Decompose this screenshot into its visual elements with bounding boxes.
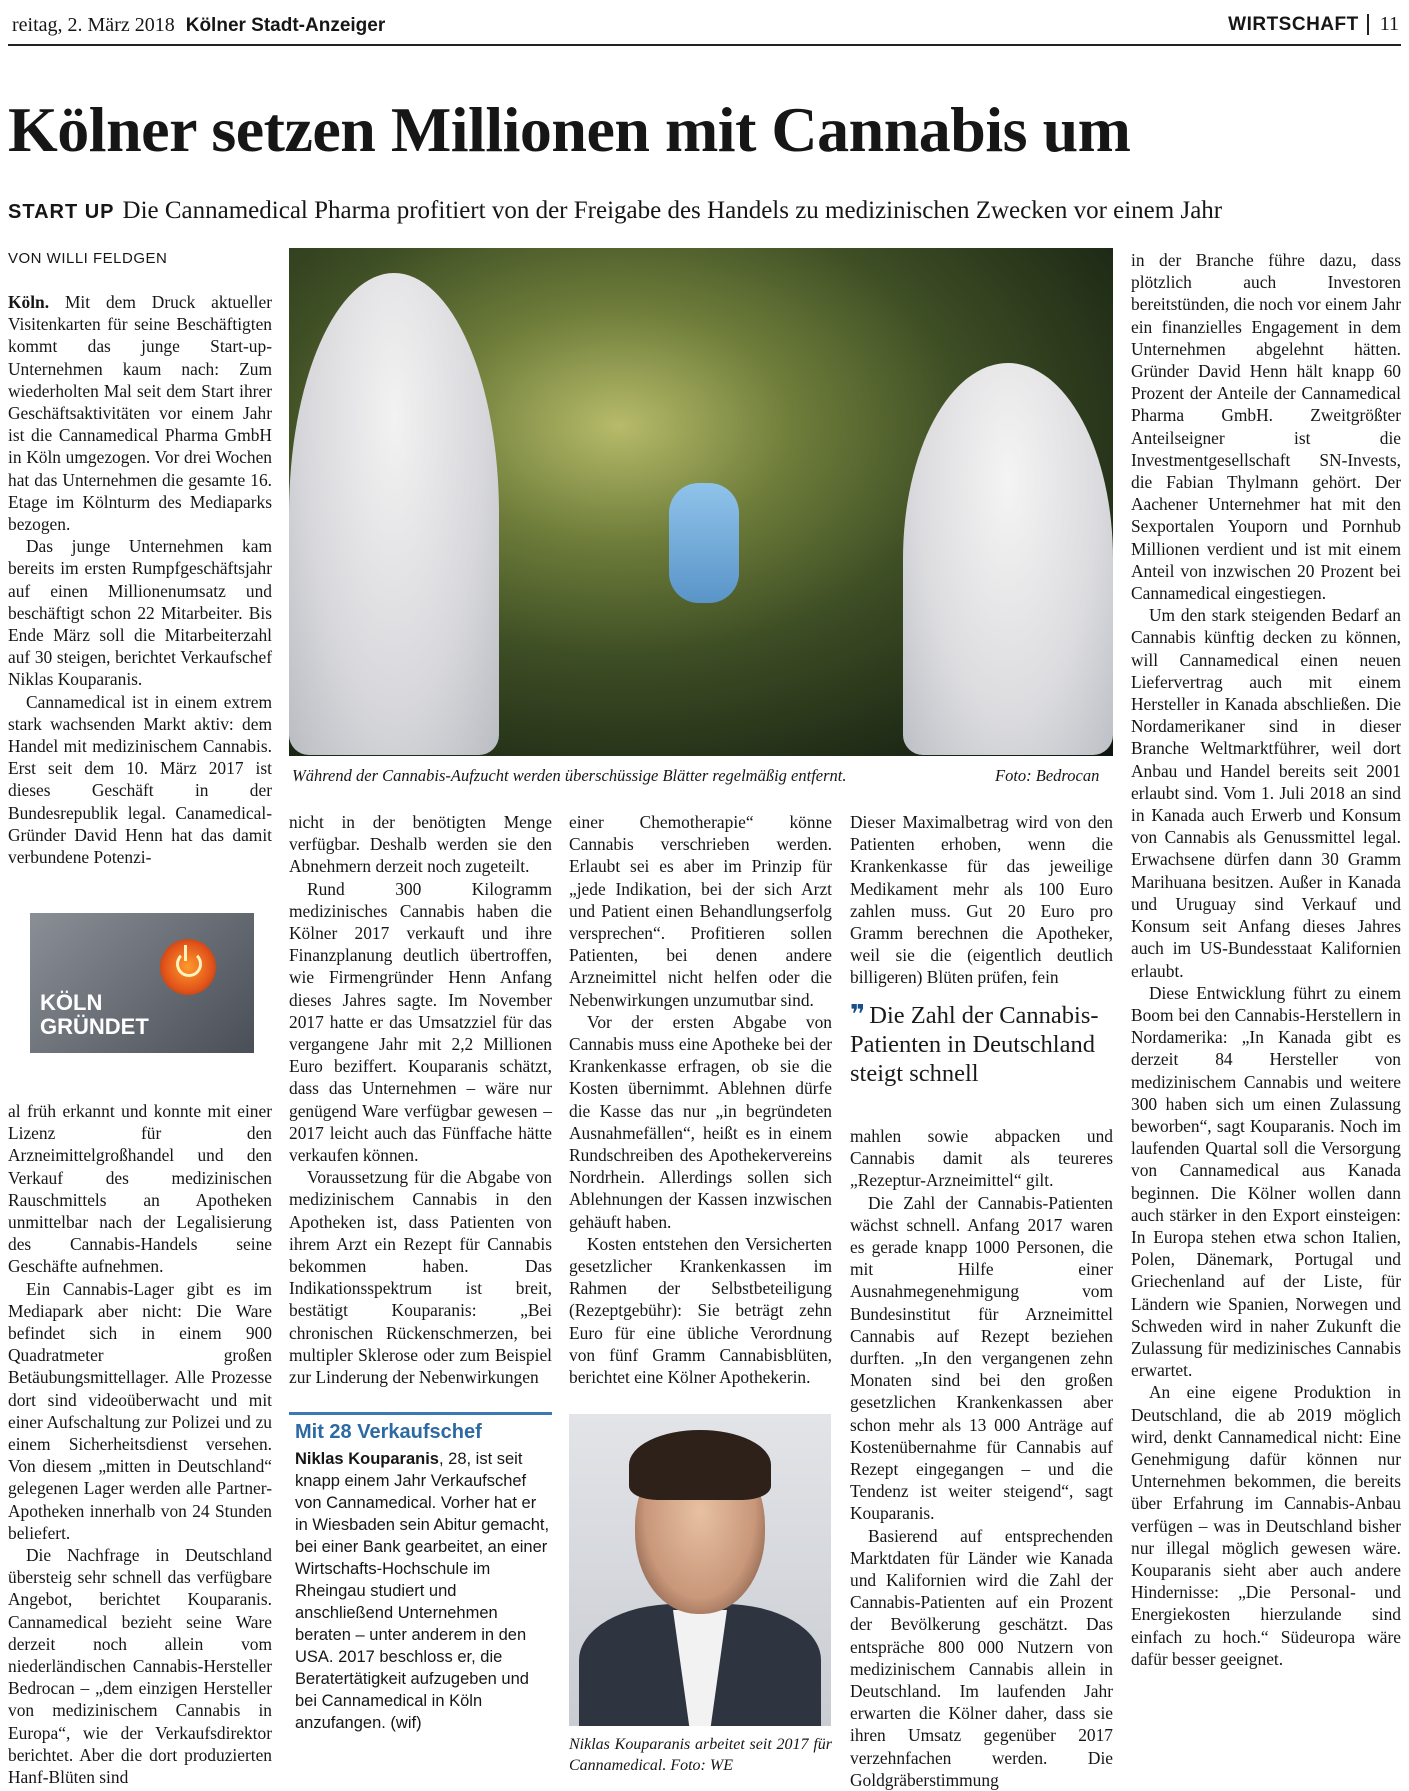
- photo-credit: Foto: Bedrocan: [995, 766, 1100, 785]
- portrait-caption: Niklas Kouparanis arbeitet seit 2017 für Cannamedical. Foto: WE: [569, 1736, 832, 1774]
- lab-worker-right: [903, 363, 1113, 755]
- column-2: [289, 811, 552, 1388]
- paragraph: Die Nachfrage in Deutschland übersteig sehr schnell das verfügbare Angebot, berichtet Kouparanis. Cannamedical bezieht seine Ware derzeit noch allein vom niederländischen Cannabis-Hersteller Bedrocan – „dem einzigen Hersteller von medizinischem Cannabis in Europa“, wie der Verkaufsdirektor berichtet. Aber die dort produzierten Hanf-Blüten sind: [8, 1545, 272, 1788]
- lab-worker-left: [289, 273, 499, 755]
- column-4-bottom: [850, 1125, 1113, 1791]
- koeln-gruendet-logo: [30, 913, 254, 1053]
- kicker: [8, 197, 1222, 225]
- paragraph: Diese Entwicklung führt zu einem Boom bei den Cannabis-Herstellern in Nordamerika: „In Kanada gibt es derzeit 84 Hersteller von medizinischem Cannabis und weitere 300 haben sich um einen Zulassung beworben“, sagt Kouparanis. Noch im laufenden Quartal soll die Versorgung von Cannamedical aus Kanada beginnen. Die Kölner wollen dann auch stärker in den Export einsteigen: In Europa stehen etwa schon Italien, Polen, Dänemark, Portugal und Griechenland auf der Liste, für Ländern wie Spanien, Norwegen und Schweden wird in naher Zukunft die Zulassung für medizinisches Cannabis erwartet.: [1131, 982, 1401, 1381]
- paragraph: Das junge Unternehmen kam bereits im ersten Rumpfgeschäftsjahr auf einen Millionenumsatz und beschäftigt schon 22 Mitarbeiter. Bis Ende März soll die Mitarbeiterzahl auf 30 steigen, berichtet Verkaufschef Niklas Kouparanis.: [8, 536, 272, 690]
- paragraph: Die Zahl der Cannabis-Patienten wächst schnell. Anfang 2017 waren es gerade knapp 1000 Personen, die mit Hilfe einer Ausnahmegenehmigung vom Bundesinstitut für Arzneimittel Cannabis auf Rezept beziehen durften. „In den vergangenen zehn Monaten sind bei den großen gesetzlichen Krankenkassen aber schon mehr als 13 000 Anträge auf Kostenübernahme für Cannabis auf Rezept eingegangen – und die Tendenz ist weiter steigend“, sagt Kouparanis.: [850, 1192, 1113, 1524]
- paragraph: Voraussetzung für die Abgabe von medizinischem Cannabis in den Apotheken ist, dass Patienten von ihrem Arzt ein Rezept für Cannabis bekommen haben. Das Indikationsspektrum ist breit, bestätigt Kouparanis: „Bei chronischen Rückenschmerzen, bei multipler Sklerose oder zum Beispiel zur Linderung der Nebenwirkungen: [289, 1167, 552, 1388]
- kicker-text: Die Cannamedical Pharma profitiert von der Freigabe des Handels zu medizinischen Zwecken vor einem Jahr: [122, 197, 1223, 224]
- column-5: [1131, 249, 1401, 1670]
- column-1-bottom: [8, 1100, 272, 1788]
- column-1-top: [8, 291, 272, 868]
- kicker-label: START UP: [8, 201, 115, 223]
- paragraph: einer Chemotherapie“ könne Cannabis verschrieben werden. Erlaubt sei es aber im Prinzip für „jede Indikation, bei der sich Arzt und Patient einen Behandlungserfolg versprechen“. Profitieren sollen Patienten, bei denen andere Arzneimittel nicht helfen oder die Nebenwirkungen unzumutbar sind.: [569, 812, 832, 1010]
- power-symbol-bar: [184, 945, 187, 961]
- portrait-hair: [629, 1430, 771, 1500]
- photo-caption: Während der Cannabis-Aufzucht werden überschüssige Blätter regelmäßig entfernt.: [292, 766, 847, 785]
- logo-text: [40, 991, 149, 1039]
- paragraph: Vor der ersten Abgabe von Cannabis muss eine Apotheke bei der Krankenkasse erfragen, ob sie die Kosten übernimmt. Ablehnen dürfe die Kasse das nur „in begründeten Ausnahmefällen“, heißt es in einem Rundschreiben des Apothekervereins Nordrhein. Allerdings sollen sich Ablehnungen der Kassen inzwischen gehäuft haben.: [569, 1011, 832, 1232]
- info-box: [289, 1412, 552, 1733]
- paragraph: al früh erkannt und konnte mit einer Lizenz für den Arzneimittelgroßhandel und den Verkauf des medizinischen Rauschmittels an Apotheken unmittelbar nach der Legalisierung des Cannabis-Handels seine Geschäfte aufnehmen.: [8, 1101, 272, 1277]
- column-3: [569, 811, 832, 1388]
- paragraph: Kosten entstehen den Versicherten gesetzlicher Krankenkassen im Rahmen der Selbstbeteiligung (Rezeptgebühr): Sie beträgt zehn Euro für eine übliche Verordnung von fünf Gramm Cannabisblüten, berichtet eine Kölner Apothekerin.: [569, 1233, 832, 1388]
- info-box-name: Niklas Kouparanis: [295, 1450, 439, 1468]
- page-number: 11: [1379, 13, 1399, 35]
- issue-date: reitag, 2. März 2018: [12, 14, 175, 36]
- paragraph: An eine eigene Produktion in Deutschland, die ab 2019 möglich wird, denkt Cannamedical nicht: Eine Genehmigung dafür können nur Unternehmen bekommen, die bereits über Erfahrung im Cannabis-Anbau verfügen – was in Deutschland bisher nur illegal möglich gewesen wäre. Kouparanis sieht aber auch andere Hindernisse: „Die Personal- und Energiekosten hierzulande sind einfach zu hoch.“ Südeuropa wäre dafür besser geeignet.: [1131, 1382, 1401, 1669]
- paragraph: in der Branche führe dazu, dass plötzlich auch Investoren bereitstünden, die noch vor einem Jahr ein finanzielles Engagement in dem Unternehmen abgelehnt hätten. Gründer David Henn hält knapp 60 Prozent der Anteile der Cannamedical Pharma GmbH. Zweitgrößter Anteilseigner ist die Investmentgesellschaft SN-Invests, die Fabian Thylmann gehört. Der Aachener Unternehmer hat mit den Sexportalen Youporn und Pornhub Millionen verdient und ist mit einem Anteil von inzwischen 20 Prozent bei Cannamedical eingestiegen.: [1131, 250, 1401, 604]
- column-4-top: [850, 811, 1113, 989]
- header-right: [1228, 13, 1399, 36]
- logo-text-line-2: GRÜNDET: [40, 1014, 149, 1039]
- paragraph: Ein Cannabis-Lager gibt es im Mediapark aber nicht: Die Ware befindet sich in einem 900 Quadratmeter großen Betäubungsmittellager. Alle Prozesse dort sind videoüberwacht und mit einer Aufschaltung zur Polizei und zu einem Sicherheitsdienst versehen. Von diesem „mitten in Deutschland“ gelegenen Lager werden alle Partner-Apotheken innerhalb von 24 Stunden beliefert.: [8, 1278, 272, 1543]
- portrait-photo: [569, 1414, 831, 1726]
- paragraph: [8, 291, 272, 535]
- page-header: [8, 8, 1401, 46]
- headline: Kölner setzen Millionen mit Cannabis um: [8, 94, 1131, 165]
- power-symbol-icon: [176, 951, 202, 977]
- pull-quote: [850, 1000, 1126, 1088]
- byline: VON WILLI FELDGEN: [8, 250, 168, 267]
- header-left: [12, 14, 385, 37]
- paragraph: Cannamedical ist in einem extrem stark wachsenden Markt aktiv: dem Handel mit medizinischem Cannabis. Erst seit dem 10. März 2017 ist dieses Geschäft in der Bundesrepublik legal. Canamedical-Gründer David Henn hat das damit verbundene Potenzi-: [8, 691, 272, 868]
- section-name: WIRTSCHAFT: [1228, 14, 1369, 35]
- paragraph-text: Mit dem Druck aktueller Visitenkarten für seine Beschäftigten kommt das junge Start-up-Unternehmen kaum nach: Zum wiederholten Mal seit dem Start ihrer Geschäftsaktivitäten vor einem Jahr ist die Cannamedical Pharma GmbH in Köln umgezogen. Vor drei Wochen hat das Unternehmen die gesamte 16. Etage im Kölnturm des Mediaparks bezogen.: [8, 292, 272, 535]
- blue-glove: [669, 483, 739, 603]
- paragraph: Dieser Maximalbetrag wird von den Patienten erhoben, wenn die Krankenkasse für das jeweilige Medikament mehr als 100 Euro zahlen muss. Gut 20 Euro pro Gramm berechnen die Apotheker, weil sie die (eigentlich deutlich billigeren) Blüten prüfen, fein: [850, 812, 1113, 988]
- paragraph: nicht in der benötigten Menge verfügbar. Deshalb werden sie den Abnehmern derzeit noch zugeteilt.: [289, 812, 552, 877]
- paragraph: Um den stark steigenden Bedarf an Cannabis künftig decken zu können, will Cannamedical einen neuen Liefervertrag auch mit einem Hersteller in Kanada abschließen. Die Nordamerikaner sind in dieser Branche Weltmarktführer, weil dort Anbau und Handel bereits seit 2001 erlaubt sind. Vom 1. Juli 2018 an sind in Kanada auch Erwerb und Konsum von Cannabis als Genussmittel legal. Erwachsene dürfen dann 30 Gramm Marihuana besitzen. Außer in Kanada und Uruguay sind Verkauf und Konsum seit Anfang dieses Jahres auch im US-Bundesstaat Kalifornien erlaubt.: [1131, 605, 1401, 981]
- paragraph: mahlen sowie abpacken und Cannabis damit als teureres „Rezeptur-Arzneimittel“ gilt.: [850, 1126, 1113, 1191]
- logo-text-line-1: KÖLN: [40, 990, 103, 1015]
- paragraph: Rund 300 Kilogramm medizinisches Cannabis haben die Kölner 2017 verkauft und ihre Finanzplanung deutlich übertroffen, wie Firmengründer Henn Anfang dieses Jahres sagte. Im November 2017 hatte er das Umsatzziel für das vergangene Jahr mit 2,2 Millionen Euro beziffert. Kouparanis schätzt, dass das Unternehmen – wäre nur genügend Ware verfügbar gewesen – 2017 leicht auch das Fünffache hätte verkaufen können.: [289, 878, 552, 1166]
- info-box-title: Mit 28 Verkaufschef: [295, 1421, 482, 1443]
- dateline: Köln.: [8, 292, 50, 312]
- info-box-body: , 28, ist seit knapp einem Jahr Verkaufschef von Cannamedical. Vorher hat er in Wiesbaden sein Abitur gemacht, bei einer Bank gearbeitet, an einer Wirtschafts-Hochschule im Rheingau studiert und anschließend Unternehmen beraten – unter anderem in den USA. 2017 beschloss er, die Beratertätigkeit aufzugeben und bei Cannamedical in Köln anzufangen. (wif): [295, 1450, 550, 1732]
- info-box-text: [295, 1448, 552, 1734]
- newspaper-name: Kölner Stadt-Anzeiger: [185, 15, 386, 36]
- quote-mark-icon: ❞: [850, 999, 866, 1029]
- paragraph: Basierend auf entsprechenden Marktdaten für Länder wie Kanada und Kalifornien wird die Zahl der Cannabis-Patienten auf ein Prozent der Bevölkerung geschätzt. Das entspräche 800 000 Nutzern von medizinischem Cannabis allein in Deutschland. Im laufenden Jahr erwarten die Kölner daher, dass sie ihren Umsatz gegenüber 2017 verzehnfachen werden. Die Goldgräberstimmung: [850, 1525, 1113, 1790]
- pull-quote-text: Die Zahl der Cannabis-Patienten in Deutschland steigt schnell: [850, 1002, 1099, 1087]
- cannabis-lab-photo: [289, 248, 1113, 756]
